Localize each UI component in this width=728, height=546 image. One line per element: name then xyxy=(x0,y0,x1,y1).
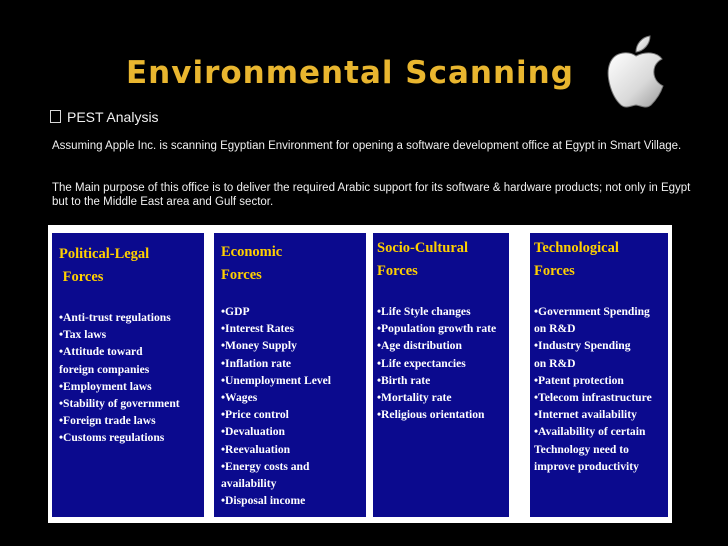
column-heading xyxy=(534,237,668,283)
list-item: •Wages xyxy=(221,391,258,405)
list-item: •Age distribution xyxy=(377,339,462,353)
heading-line: Socio-Cultural xyxy=(377,240,469,256)
list-item: •Attitude toward xyxy=(59,345,143,359)
list-item: •Unemployment Level xyxy=(221,373,331,387)
list-item: •Anti-trust regulations xyxy=(59,311,171,324)
list-item: •Mortality rate xyxy=(377,391,452,405)
list-item: •Customs regulations xyxy=(59,431,165,445)
list-item: •Life Style changes xyxy=(377,305,471,318)
list-item: •GDP xyxy=(221,305,250,318)
list-item: •Stability of government xyxy=(59,397,180,411)
pest-analysis-bullet xyxy=(50,109,159,125)
heading-line: Forces xyxy=(59,269,104,285)
political-legal-column xyxy=(52,233,204,517)
purpose-paragraph: The Main purpose of this office is to deliver the required Arabic support for its software & hardware products; not only in Egypt but to the Middle East area and Gulf sector. xyxy=(52,182,691,208)
list-item: •Life expectancies xyxy=(377,356,466,370)
heading-line: Forces xyxy=(377,263,418,279)
list-item: Technology need to xyxy=(534,442,629,456)
slide-title: Environmental Scanning xyxy=(126,55,574,91)
economic-column xyxy=(214,233,366,517)
list-item: •Birth rate xyxy=(377,373,431,387)
list-item: •Foreign trade laws xyxy=(59,414,156,428)
list-item: •Interest Rates xyxy=(221,322,295,336)
list-item: •Energy costs and xyxy=(221,459,310,473)
list-item: improve productivity xyxy=(534,459,639,473)
list-item: •Price control xyxy=(221,408,289,422)
heading-line: Forces xyxy=(221,267,262,283)
column-heading xyxy=(221,241,366,287)
list-item: •Patent protection xyxy=(534,373,624,387)
list-item: •Reevaluation xyxy=(221,442,291,456)
heading-line: Economic xyxy=(221,244,283,260)
list-item: on R&D xyxy=(534,356,576,370)
list-item: on R&D xyxy=(534,322,576,336)
intro-paragraph: Assuming Apple Inc. is scanning Egyptian Environment for opening a software development office at Egypt in Smart Village. xyxy=(52,140,682,152)
heading-line: Forces xyxy=(534,263,575,279)
list-item: •Devaluation xyxy=(221,425,285,439)
list-item: •Government Spending xyxy=(534,305,650,318)
socio-cultural-column xyxy=(373,233,509,517)
list-item: •Money Supply xyxy=(221,339,297,353)
list-item: •Population growth rate xyxy=(377,322,497,336)
bullet-label: PEST Analysis xyxy=(67,109,159,125)
list-item: •Inflation rate xyxy=(221,356,292,370)
list-item: •Disposal income xyxy=(221,494,306,508)
list-item: •Tax laws xyxy=(59,328,107,342)
list-item: •Religious orientation xyxy=(377,408,485,422)
technological-column xyxy=(530,233,668,517)
column-heading xyxy=(59,243,204,289)
list-item: availability xyxy=(221,477,277,491)
list-item: foreign companies xyxy=(59,362,150,376)
heading-line: Technological xyxy=(534,240,619,256)
list-item: •Availability of certain xyxy=(534,425,646,439)
list-item: •Internet availability xyxy=(534,408,637,422)
list-item: •Telecom infrastructure xyxy=(534,391,652,405)
pest-table xyxy=(48,225,672,523)
column-heading xyxy=(377,237,509,283)
list-item: •Employment laws xyxy=(59,379,152,393)
square-bullet-icon xyxy=(50,110,61,123)
apple-logo-icon xyxy=(603,34,669,110)
list-item: •Industry Spending xyxy=(534,339,631,353)
heading-line: Political-Legal xyxy=(59,246,150,262)
